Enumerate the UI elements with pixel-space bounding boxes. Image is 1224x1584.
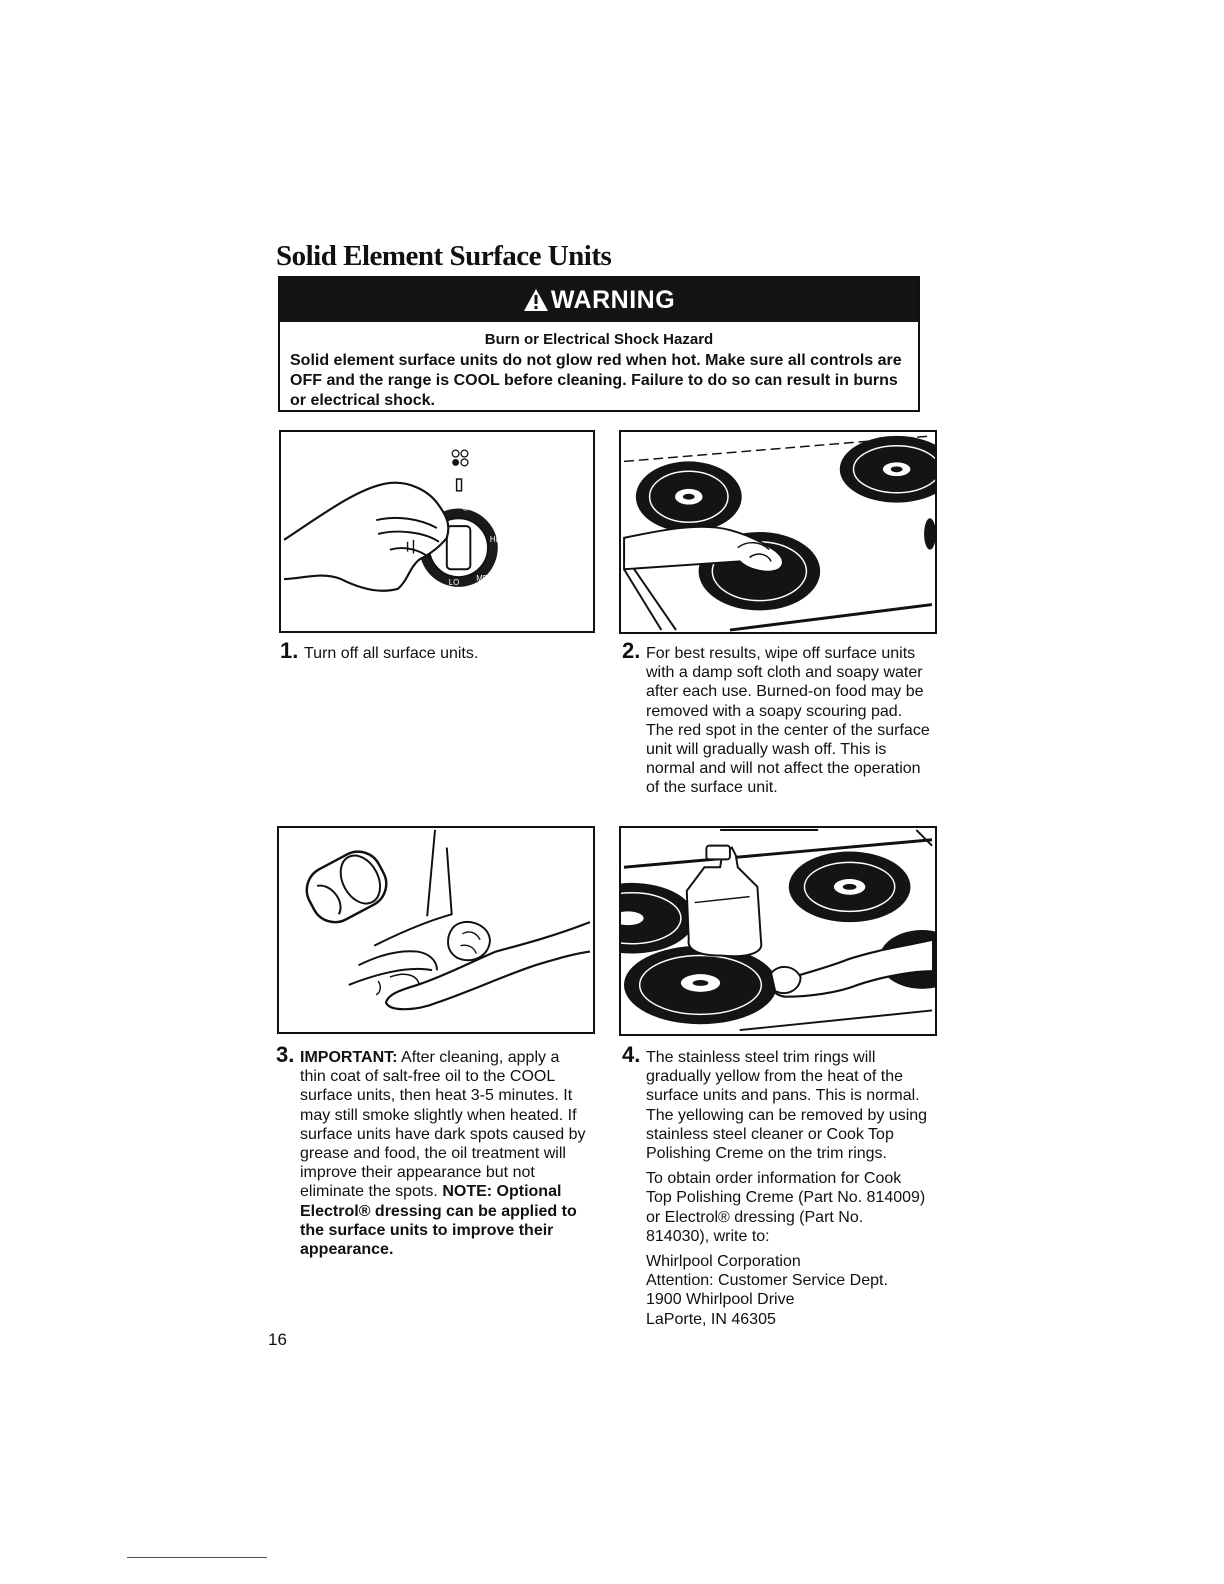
step-3-important-label: IMPORTANT:	[300, 1049, 398, 1066]
knob-label-hi: HI	[489, 534, 498, 544]
polish-trim-rings-illustration	[621, 828, 935, 1034]
step-1-text: Turn off all surface units.	[304, 645, 479, 662]
figure-polish-trim-rings	[619, 826, 937, 1036]
warning-triangle-icon	[523, 288, 549, 312]
figure-turn-off-knob	[279, 430, 595, 633]
figure-apply-oil	[277, 826, 595, 1034]
step-3	[276, 1042, 588, 1259]
step-4-address	[646, 1252, 930, 1329]
address-line-3: 1900 Whirlpool Drive	[646, 1291, 795, 1309]
step-4-number: 4.	[622, 1042, 641, 1067]
address-line-4: LaPorte, IN 46305	[646, 1310, 776, 1328]
wipe-surface-unit-illustration	[621, 432, 935, 632]
turn-off-knob-illustration	[281, 432, 593, 631]
knob-label-lo: LO	[448, 577, 460, 587]
step-2	[622, 638, 932, 798]
warning-subtitle: Burn or Electrical Shock Hazard	[484, 331, 714, 348]
apply-oil-illustration	[279, 828, 593, 1032]
step-4-body: The stainless steel trim rings will gradually yellow from the heat of the surface units and pans. This is normal. The yellowing can be removed by using stainless steel cleaner or Cook Top Polishing Creme on the trim rings.	[646, 1049, 928, 1163]
step-3-body: After cleaning, apply a thin coat of salt-free oil to the COOL surface units, then heat 3-5 minutes. It may still smoke slightly when heated. If surface units have dark spots caused by grease and food, the oil treatment will improve their appearance but not eliminate the spots.	[300, 1049, 586, 1201]
warning-box	[278, 276, 920, 412]
step-3-number: 3.	[276, 1042, 295, 1067]
page-number: 16	[268, 1330, 287, 1349]
warning-body: Solid element surface units do not glow red when hot. Make sure all controls are OFF and the range is COOL before cleaning. Failure to do so can result in burns or electrical shock.	[290, 352, 902, 409]
step-1	[280, 638, 596, 663]
warning-heading: WARNING	[550, 285, 676, 314]
step-4	[622, 1042, 930, 1329]
step-3-text	[300, 1048, 588, 1259]
page-title: Solid Element Surface Units	[276, 240, 612, 272]
address-line-2: Attention: Customer Service Dept.	[646, 1272, 888, 1290]
address-line-1: Whirlpool Corporation	[646, 1253, 801, 1271]
figure-wipe-surface-unit	[619, 430, 937, 634]
knob-label-off: OFF	[462, 503, 479, 513]
step-3-note: NOTE: Optional Electrol® dressing can be applied to the surface units to improve their appearance.	[300, 1183, 577, 1259]
step-4-order-info: To obtain order information for Cook Top Polishing Creme (Part No. 814009) or Electrol® dressing (Part No. 814030), write to:	[646, 1170, 926, 1245]
step-2-number: 2.	[622, 638, 641, 663]
step-2-text: For best results, wipe off surface units with a damp soft cloth and soapy water after each use. Burned-on food may be removed with a soapy scouring pad. The red spot in the center of the surface unit will gradually wash off. This is normal and will not affect the operation of the surface unit.	[646, 645, 930, 797]
knob-label-med: MED	[476, 574, 494, 584]
footer-divider	[127, 1557, 267, 1558]
step-4-text	[646, 1048, 930, 1329]
warning-header	[280, 278, 918, 322]
step-1-number: 1.	[280, 638, 299, 663]
